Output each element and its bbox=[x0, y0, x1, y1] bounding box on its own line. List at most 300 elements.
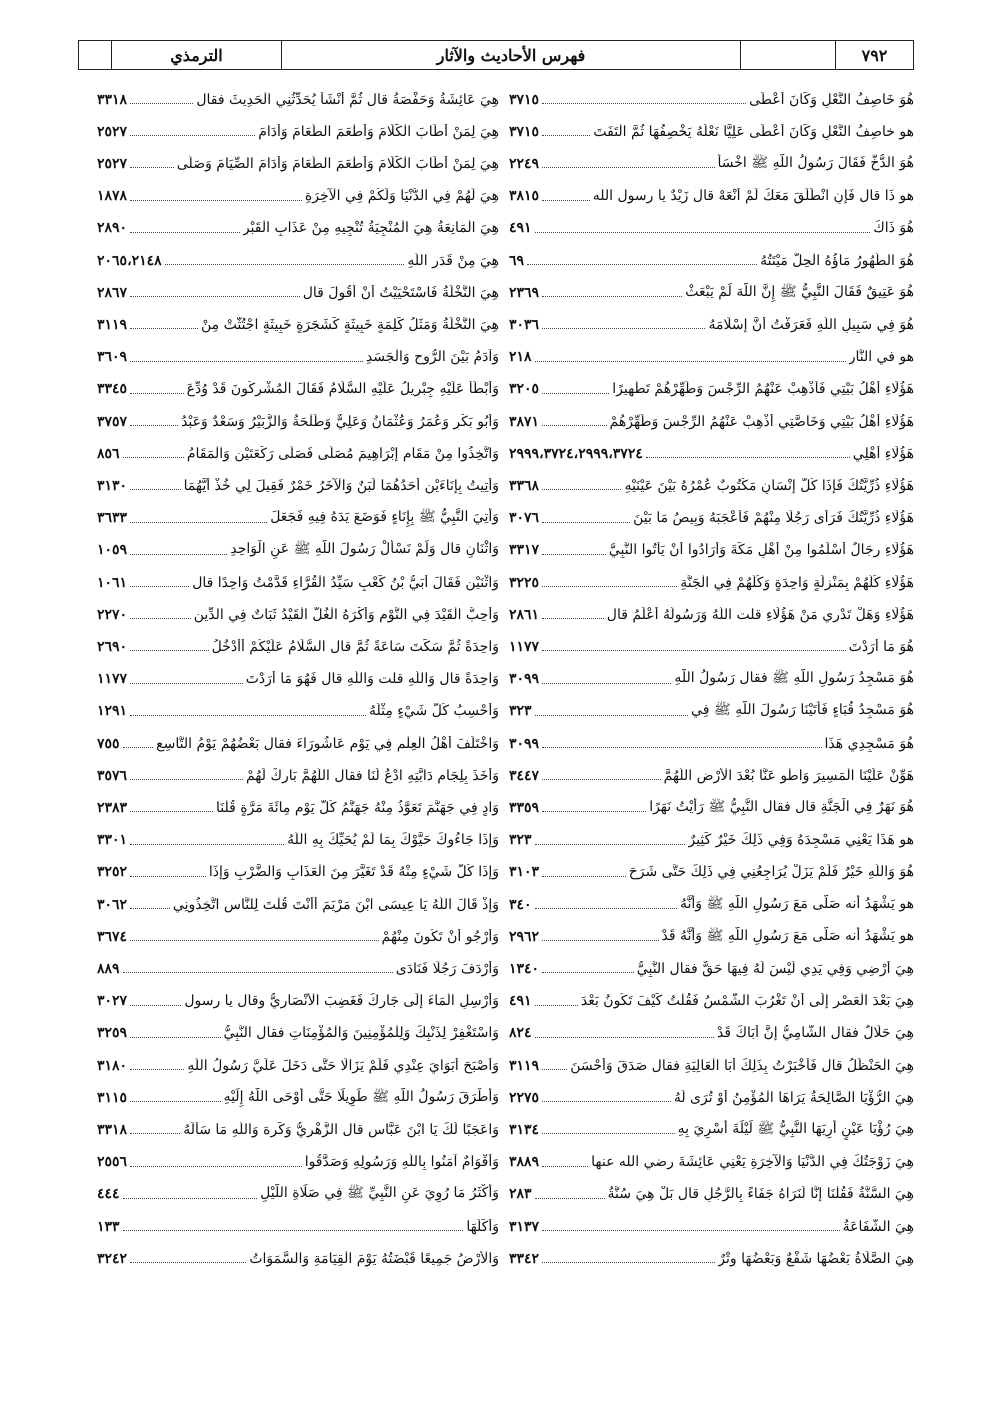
hadith-number: ٢٣٦٩ bbox=[509, 284, 540, 301]
hadith-text: وَأَقْوَامٌ آمَنُوا بِاللَّهِ وَرَسُولِهِ وَصَدَّقُوا bbox=[304, 1154, 499, 1171]
hadith-text: هُوَ مَسْجِدُ قُبَاءٍ فَأَتَيْنَا رَسُولَ اللَّهِ ﷺ فِي bbox=[691, 702, 914, 719]
index-entry bbox=[509, 116, 914, 147]
index-entry bbox=[97, 921, 499, 952]
index-entry bbox=[97, 245, 499, 276]
dotted-leader bbox=[542, 683, 671, 684]
hadith-number: ٣٠٩٩ bbox=[509, 671, 540, 688]
hadith-text: وَادٍ فِي جَهَنَّمَ تَعَوَّذُ مِنْهُ جَهَنَّمُ كُلَّ يَوْمٍ مِائَةَ مَرَّةٍ قُلْنَا bbox=[215, 799, 499, 816]
dotted-leader bbox=[165, 264, 405, 265]
dotted-leader bbox=[542, 940, 658, 941]
page-header bbox=[78, 40, 914, 70]
dotted-leader bbox=[130, 1101, 221, 1102]
hadith-text: هُوَ الطَّهُورُ مَاؤُهُ الْحِلُّ مَيْتَتُهُ bbox=[760, 252, 914, 269]
hadith-number: ٢٥٢٧ bbox=[97, 123, 128, 140]
hadith-number: ٣٠٧٦ bbox=[509, 510, 540, 527]
index-entry bbox=[509, 1114, 914, 1145]
hadith-text: وَاحِدَةً ثُمَّ سَكَتَ سَاعَةً ثُمَّ قال السَّلَامُ عَلَيْكُمْ أَأَدْخُلُ bbox=[211, 638, 499, 655]
hadith-number: ٢٩٦٢ bbox=[509, 928, 540, 945]
hadith-text: هُوَ الدُّخُّ فَقَالَ رَسُولُ اللَّهِ ﷺ اخْسَأْ bbox=[717, 154, 914, 171]
dotted-leader bbox=[542, 650, 846, 651]
hadith-text: هَؤُلَاءِ أَهْلُ بَيْتِي وَخَاصَّتِي أَذْهِبْ عَنْهُمُ الرِّجْسَ وَطَهِّرْهُمْ bbox=[609, 413, 914, 430]
dotted-leader bbox=[542, 328, 705, 329]
hadith-number: ١١٧٧ bbox=[97, 671, 128, 688]
dotted-leader bbox=[535, 232, 871, 233]
index-entry bbox=[97, 535, 499, 566]
dotted-leader bbox=[130, 908, 170, 909]
hadith-number: ٣٤٠ bbox=[509, 896, 532, 913]
index-entry bbox=[97, 889, 499, 920]
index-entry bbox=[509, 84, 914, 115]
dotted-leader bbox=[542, 747, 821, 748]
hadith-number: ٣١٣٧ bbox=[509, 1218, 540, 1235]
hadith-text: وَاعَجَبًا لَكَ يَا ابْنَ عَبَّاسٍ قال الزُّهْرِيُّ وَكَرِهَ وَاللَّهِ مَا سَأَلَهُ bbox=[183, 1121, 499, 1138]
dotted-leader bbox=[123, 972, 393, 973]
dotted-leader bbox=[542, 1069, 567, 1070]
hadith-number: ٣٣١٧ bbox=[509, 542, 540, 559]
index-entry bbox=[97, 1050, 499, 1081]
hadith-number: ٣١١٩ bbox=[509, 1057, 540, 1074]
hadith-text: وَأَكَلَهَا bbox=[466, 1218, 499, 1235]
dotted-leader bbox=[130, 522, 267, 523]
hadith-number: ٣٨٨٩ bbox=[509, 1154, 540, 1171]
hadith-number: ٣١٣٤ bbox=[509, 1121, 540, 1138]
index-entry bbox=[509, 631, 914, 662]
dotted-leader bbox=[130, 135, 255, 136]
hadith-text: هُوَ وَاللَّهِ خَيْرٌ فَلَمْ يَزَلْ يُرَاجِعُنِي فِي ذَلِكَ حَتَّى شَرَحَ bbox=[628, 864, 914, 881]
hadith-number: ٢٨٣ bbox=[509, 1186, 532, 1203]
hadith-number: ٣٣٠١ bbox=[97, 832, 128, 849]
index-entry bbox=[509, 1179, 914, 1210]
hadith-text: هَؤُلَاءِ ذُرِّيَّتُكَ فَإِذَا كُلُّ إِنْسَانٍ مَكْتُوبٌ عُمْرُهُ بَيْنَ عَيْنَيْهِ bbox=[624, 477, 914, 494]
hadith-text: هِيَ لِمَنْ أَطَابَ الْكَلَامَ وَأَطْعَمَ الطَّعَامَ وَأَدَامَ الصِّيَامَ وَصَلَّى bbox=[176, 155, 499, 172]
hadith-number: ٣١٨٠ bbox=[97, 1057, 128, 1074]
index-entry bbox=[97, 792, 499, 823]
hadith-text: هَؤُلَاءِ أَهْلِي bbox=[852, 445, 914, 462]
hadith-text: هِيَ لِمَنْ أَطَابَ الْكَلَامَ وَأَطْعَمَ الطَّعَامَ وَأَدَامَ bbox=[258, 123, 499, 140]
hadith-text: وَأَبْطَأَ عَلَيْهِ جِبْرِيلُ عَلَيْهِ السَّلَامُ فَقَالَ الْمُشْرِكُونَ قَدْ وُدِّعَ bbox=[186, 381, 499, 398]
dotted-leader bbox=[542, 200, 590, 201]
hadith-number: ٦٩ bbox=[509, 252, 525, 269]
dotted-leader bbox=[542, 618, 604, 619]
hadith-number: ٣٠٦٢ bbox=[97, 896, 128, 913]
header-blank-cell bbox=[79, 41, 111, 69]
hadith-number: ٣٣٤٢ bbox=[509, 1250, 540, 1267]
hadith-number: ٨٨٩ bbox=[97, 960, 120, 977]
dotted-leader bbox=[130, 811, 213, 812]
hadith-text: وَأَرْدَفَ رَجُلًا فَنَادَى bbox=[395, 960, 499, 977]
dotted-leader bbox=[130, 683, 243, 684]
hadith-text: هو يَشْهَدُ أنه صَلَّى مَعَ رَسُولِ اللَّهِ ﷺ وَأَنَّهُ bbox=[680, 895, 914, 912]
index-entry bbox=[97, 696, 499, 727]
header-spacer-cell bbox=[740, 41, 835, 69]
dotted-leader bbox=[130, 554, 227, 555]
index-entry bbox=[97, 1243, 499, 1274]
hadith-number: ٣٢٠٥ bbox=[509, 381, 540, 398]
hadith-text: هَؤُلَاءِ كُلُّهُمْ بِمَنْزِلَةٍ وَاحِدَةٍ وَكُلُّهُمْ فِي الْجَنَّةِ bbox=[680, 574, 914, 591]
book-name: الترمذي bbox=[111, 41, 281, 69]
hadith-text: هو في النَّارِ bbox=[848, 349, 914, 366]
dotted-leader bbox=[535, 1037, 714, 1038]
index-entry bbox=[509, 1211, 914, 1242]
index-entry bbox=[509, 921, 914, 952]
hadith-number: ٢٦٩٠ bbox=[97, 638, 128, 655]
index-entry bbox=[97, 148, 499, 179]
index-entry bbox=[97, 1114, 499, 1145]
hadith-number: ٤٩١ bbox=[509, 220, 532, 237]
hadith-text: وَاتَّخِذُوا مِنْ مَقَامِ إِبْرَاهِيمَ مُصَلًّى فَصَلَّى رَكْعَتَيْنِ وَالْمَقَامُ bbox=[186, 445, 499, 462]
hadith-text: هِيَ حَلَالٌ فقال الشَّامِيُّ إِنَّ أَبَاكَ قَدْ bbox=[716, 1025, 914, 1042]
hadith-number: ٣٦٠٩ bbox=[97, 349, 128, 366]
hadith-number: ٣٢٤٢ bbox=[97, 1250, 128, 1267]
dotted-leader bbox=[542, 489, 621, 490]
hadith-number: ٣٤٤٧ bbox=[509, 767, 540, 784]
hadith-number: ١٣٤٠ bbox=[509, 960, 540, 977]
right-column bbox=[499, 84, 914, 1284]
dotted-leader bbox=[130, 618, 191, 619]
hadith-number: ٣٠٢٧ bbox=[97, 993, 128, 1010]
hadith-text: هِيَ الْمَانِعَةُ هِيَ الْمُنْجِيَةُ تُنْجِيهِ مِنْ عَذَابِ الْقَبْرِ bbox=[242, 220, 499, 237]
hadith-text: وَأَكْثَرُ مَا رُوِيَ عَنِ النَّبِيِّ ﷺ فِي صَلَاةِ اللَّيْلِ bbox=[260, 1185, 499, 1202]
hadith-text: هِيَ النَّخْلَةُ وَمَثَلُ كَلِمَةٍ خَبِيثَةٍ كَشَجَرَةٍ خَبِيثَةٍ اجْتُثَّتْ مِنْ bbox=[200, 316, 499, 333]
hadith-text: وَاخْتَلَفَ أَهْلُ الْعِلْمِ فِي يَوْمِ عَاشُورَاءَ فقال بَعْضُهُمْ يَوْمُ التَّاسِعِ bbox=[156, 735, 499, 752]
hadith-text: هِيَ بَعْدَ الْعَصْرِ إِلَى أَنْ تَغْرُبَ الشَّمْسُ فَقُلْتُ كَيْفَ تَكُونُ بَعْدَ bbox=[580, 993, 914, 1010]
dotted-leader bbox=[130, 586, 189, 587]
hadith-text: هو هَذَا يَعْنِي مَسْجِدَهُ وَفِي ذَلِكَ خَيْرٌ كَثِيرٌ bbox=[688, 832, 914, 849]
hadith-number: ٣٢٢٥ bbox=[509, 574, 540, 591]
index-entry bbox=[509, 696, 914, 727]
hadith-text: وَأُتِيَ النَّبِيُّ ﷺ بِإِنَاءٍ فَوَضَعَ يَدَهُ فِيهِ فَجَعَلَ bbox=[270, 509, 499, 526]
dotted-leader bbox=[130, 779, 243, 780]
dotted-leader bbox=[542, 296, 682, 297]
dotted-leader bbox=[130, 361, 363, 362]
dotted-leader bbox=[130, 1037, 220, 1038]
hadith-text: هِيَ مِنْ قَدَرِ اللَّهِ bbox=[407, 252, 499, 269]
index-entry bbox=[509, 857, 914, 888]
dotted-leader bbox=[542, 779, 660, 780]
hadith-number: ٢٩٩٩،٣٧٢٤،٢٩٩٩،٣٧٢٤ bbox=[509, 445, 643, 462]
hadith-number: ١٨٧٨ bbox=[97, 188, 128, 205]
dotted-leader bbox=[130, 940, 378, 941]
dotted-leader bbox=[123, 457, 184, 458]
hadith-number: ١٠٦١ bbox=[97, 574, 128, 591]
dotted-leader bbox=[542, 1133, 675, 1134]
index-entry bbox=[509, 599, 914, 630]
index-entry bbox=[509, 1018, 914, 1049]
hadith-number: ٣٧٥٧ bbox=[97, 413, 128, 430]
hadith-number: ٣٨٧١ bbox=[509, 413, 540, 430]
hadith-text: وَإِذَا كُلُّ شَيْءٍ مِنْهُ قَدْ تَغَيَّرَ مِنَ الْعَذَابِ وَالضَّرْبِ وَإِذَا bbox=[208, 864, 499, 881]
dotted-leader bbox=[535, 715, 688, 716]
dotted-leader bbox=[535, 361, 846, 362]
hadith-text: هَؤُلَاءِ رِجَالٌ أَسْلَمُوا مِنْ أَهْلِ مَكَّةَ وَأَرَادُوا أَنْ يَأْتُوا النَّبِيَّ bbox=[608, 542, 914, 559]
index-entry bbox=[97, 503, 499, 534]
dotted-leader bbox=[646, 457, 850, 458]
index-entry bbox=[97, 406, 499, 437]
dotted-leader bbox=[542, 1230, 840, 1231]
dotted-leader bbox=[542, 554, 606, 555]
index-columns bbox=[84, 84, 914, 1284]
hadith-text: هَؤُلَاءِ وَهَلْ تَدْرِي مَنْ هَؤُلَاءِ قلت اللَّهُ وَرَسُولُهُ أَعْلَمُ قال bbox=[606, 606, 914, 623]
dotted-leader bbox=[542, 393, 609, 394]
hadith-number: ٣٧١٥ bbox=[509, 123, 540, 140]
index-entry bbox=[97, 1179, 499, 1210]
hadith-number: ٣٢٣ bbox=[509, 832, 532, 849]
hadith-text: هِيَ الصَّلَاةُ بَعْضُهَا شَفْعٌ وَبَعْضُهَا وِتْرٌ bbox=[718, 1250, 914, 1267]
hadith-text: هو ذَا قال فَإِنِ انْطَلَقَ مَعَكَ لَمْ أَنْعَهْ قال زَيْدٌ يا رسول الله bbox=[592, 188, 914, 205]
dotted-leader bbox=[542, 103, 746, 104]
dotted-leader bbox=[130, 328, 198, 329]
hadith-text: هِيَ الْحَنْظَلُ قال فَأَخْبَرْتُ بِذَلِكَ أَبَا الْعَالِيَةِ فقال صَدَقَ وَأَحْسَنَ bbox=[570, 1057, 914, 1074]
index-entry bbox=[509, 953, 914, 984]
dotted-leader bbox=[542, 1166, 588, 1167]
index-entry bbox=[509, 1243, 914, 1274]
dotted-leader bbox=[130, 425, 178, 426]
hadith-number: ٣١٠٣ bbox=[509, 864, 540, 881]
dotted-leader bbox=[542, 167, 714, 168]
dotted-leader bbox=[123, 1198, 258, 1199]
hadith-number: ١١٧٧ bbox=[509, 638, 540, 655]
hadith-text: هُوَ مَا أَرَدْتَ bbox=[848, 638, 914, 655]
hadith-text: وَأُتِيتُ بِإِنَاءَيْنِ أَحَدُهُمَا لَبَنٌ وَالْآخَرُ خَمْرٌ فَقِيلَ لِي خُذْ أَيَّهُمَا bbox=[183, 477, 499, 494]
index-entry bbox=[97, 760, 499, 791]
index-entry bbox=[509, 986, 914, 1017]
hadith-number: ٨٢٤ bbox=[509, 1025, 532, 1042]
dotted-leader bbox=[130, 650, 209, 651]
hadith-text: هُوَ عَتِيقٌ فَقَالَ النَّبِيُّ ﷺ إِنَّ اللَّهَ لَمْ يَبْعَثْ bbox=[685, 283, 914, 300]
index-entry bbox=[509, 438, 914, 469]
index-entry bbox=[509, 148, 914, 179]
hadith-text: هِيَ الرُّؤْيَا الصَّالِحَةُ يَرَاهَا الْمُؤْمِنُ أَوْ تُرَى لَهُ bbox=[673, 1089, 914, 1106]
hadith-number: ٢٨٦٧ bbox=[97, 284, 128, 301]
index-entry bbox=[509, 535, 914, 566]
dotted-leader bbox=[130, 489, 180, 490]
dotted-leader bbox=[130, 200, 302, 201]
dotted-leader bbox=[535, 844, 686, 845]
hadith-number: ٣٣١٨ bbox=[97, 1121, 128, 1138]
dotted-leader bbox=[130, 715, 366, 716]
index-entry bbox=[97, 1147, 499, 1178]
index-entry bbox=[509, 1147, 914, 1178]
hadith-text: هِيَ الشَّفَاعَةُ bbox=[842, 1218, 914, 1235]
hadith-text: هِيَ أَرْضِي وَفِي يَدِي لَيْسَ لَهُ فِيهَا حَقٌّ فقال النَّبِيُّ bbox=[636, 960, 914, 977]
hadith-text: هِيَ لَهُمْ فِي الدُّنْيَا وَلَكُمْ فِي الْآخِرَةِ bbox=[304, 188, 499, 205]
hadith-number: ٣٠٣٦ bbox=[509, 316, 540, 333]
hadith-number: ٢٥٥٦ bbox=[97, 1154, 128, 1171]
index-entry bbox=[97, 438, 499, 469]
hadith-number: ٣٦٧٤ bbox=[97, 928, 128, 945]
hadith-number: ٢٨٩٠ bbox=[97, 220, 128, 237]
hadith-text: وَأَصْبَحَ أَبَوَايَ عِنْدِي فَلَمْ يَزَالَا حَتَّى دَخَلَ عَلَيَّ رَسُولُ اللَّهِ bbox=[187, 1057, 499, 1074]
hadith-number: ٣٦٣٣ bbox=[97, 510, 128, 527]
index-entry bbox=[509, 1082, 914, 1113]
index-entry bbox=[97, 664, 499, 695]
index-entry bbox=[97, 631, 499, 662]
hadith-number: ٣٣٦٨ bbox=[509, 477, 540, 494]
dotted-leader bbox=[123, 747, 154, 748]
index-entry bbox=[97, 953, 499, 984]
index-title: فهرس الأحاديث والآثار bbox=[281, 41, 740, 69]
hadith-number: ٢٨٦١ bbox=[509, 606, 540, 623]
index-entry bbox=[509, 760, 914, 791]
index-entry bbox=[97, 374, 499, 405]
dotted-leader bbox=[130, 876, 206, 877]
hadith-number: ٧٥٥ bbox=[97, 735, 120, 752]
hadith-number: ٣٣٥٩ bbox=[509, 799, 540, 816]
dotted-leader bbox=[130, 1005, 181, 1006]
dotted-leader bbox=[542, 1262, 715, 1263]
index-entry bbox=[97, 599, 499, 630]
index-entry bbox=[509, 277, 914, 308]
hadith-number: ٣٥٧٦ bbox=[97, 767, 128, 784]
hadith-text: وَأَطْرَقَ رَسُولُ اللَّهِ ﷺ طَوِيلًا حَتَّى أَوْحَى اللَّهُ إِلَيْهِ bbox=[223, 1088, 499, 1105]
hadith-number: ٢٣٨٣ bbox=[97, 799, 128, 816]
index-entry bbox=[97, 470, 499, 501]
hadith-number: ٢٢٤٩ bbox=[509, 155, 540, 172]
hadith-text: هو يَشْهَدُ أنه صَلَّى مَعَ رَسُولِ اللَّهِ ﷺ وَأَنَّهُ قَدْ bbox=[661, 927, 914, 944]
dotted-leader bbox=[130, 167, 174, 168]
index-entry bbox=[97, 342, 499, 373]
hadith-text: وَاثْنَانِ قال وَلَمْ نَسْأَلْ رَسُولَ اللَّهِ ﷺ عَنِ الْوَاحِدِ bbox=[230, 541, 499, 558]
hadith-text: هُوَ ذَاكَ bbox=[873, 220, 914, 237]
hadith-text: وَأَرْسِلِ الْمَاءَ إِلَى جَارِكَ فَغَضِبَ الْأَنْصَارِيُّ وقال يا رسول bbox=[184, 993, 499, 1010]
dotted-leader bbox=[542, 811, 646, 812]
hadith-number: ٢٥٢٧ bbox=[97, 155, 128, 172]
dotted-leader bbox=[542, 425, 606, 426]
hadith-text: هَوِّنْ عَلَيْنَا الْمَسِيرَ وَاطْوِ عَنَّا بُعْدَ الْأَرْضِ اللَّهُمَّ bbox=[663, 767, 914, 784]
index-entry bbox=[97, 825, 499, 856]
hadith-number: ٢٢٧٥ bbox=[509, 1089, 540, 1106]
index-entry bbox=[97, 1211, 499, 1242]
hadith-text: وَإِذَا جَاءُوكَ حَيَّوْكَ بِمَا لَمْ يُحَيِّكَ بِهِ اللَّهُ bbox=[287, 832, 499, 849]
hadith-text: هِيَ عَائِشَةُ وَحَفْصَةُ قال ثُمَّ أَنْشَأَ يُحَدِّثُنِي الْحَدِيثَ فقال bbox=[196, 91, 499, 108]
dotted-leader bbox=[123, 1230, 464, 1231]
hadith-number: ٢٠٦٥،٢١٤٨ bbox=[97, 252, 162, 269]
index-entry bbox=[509, 503, 914, 534]
index-entry bbox=[509, 1050, 914, 1081]
hadith-text: هَؤُلَاءِ ذُرِّيَّتُكَ فَرَأَى رَجُلًا مِنْهُمْ فَأَعْجَبَهُ وَبِيصُ مَا بَيْنَ bbox=[633, 510, 914, 527]
index-entry bbox=[509, 889, 914, 920]
dotted-leader bbox=[535, 1198, 605, 1199]
hadith-text: وَأَرْجُو أَنْ تَكُونَ مِنْهُمْ bbox=[381, 928, 499, 945]
dotted-leader bbox=[130, 1262, 246, 1263]
hadith-text: وَاحِدَةً قال وَاللَّهِ قلت وَاللَّهِ قال فَهُوَ مَا أَرَدْتَ bbox=[245, 671, 499, 688]
hadith-text: وَأَحْسِبُ كُلَّ شَيْءٍ مِثْلَهُ bbox=[368, 703, 499, 720]
dotted-leader bbox=[535, 908, 677, 909]
dotted-leader bbox=[130, 1069, 184, 1070]
index-entry bbox=[97, 181, 499, 212]
index-entry bbox=[509, 792, 914, 823]
hadith-text: هُوَ خَاصِفُ النَّعْلِ وَكَانَ أَعْطَى bbox=[749, 91, 914, 108]
hadith-number: ١٢٩١ bbox=[97, 703, 128, 720]
index-entry bbox=[97, 857, 499, 888]
hadith-number: ٣٠٩٩ bbox=[509, 735, 540, 752]
dotted-leader bbox=[130, 1166, 302, 1167]
hadith-number: ٢١٨ bbox=[509, 349, 532, 366]
hadith-number: ١٠٥٩ bbox=[97, 542, 128, 559]
index-entry bbox=[509, 728, 914, 759]
index-entry bbox=[509, 245, 914, 276]
hadith-number: ٣٧١٥ bbox=[509, 91, 540, 108]
hadith-number: ٣٣١٨ bbox=[97, 91, 128, 108]
hadith-text: هُوَ مَسْجِدُ رَسُولِ اللَّهِ ﷺ فقال رَسُولُ اللَّهِ bbox=[674, 670, 914, 687]
index-entry bbox=[509, 825, 914, 856]
index-entry bbox=[97, 116, 499, 147]
index-entry bbox=[509, 374, 914, 405]
index-entry bbox=[509, 470, 914, 501]
hadith-text: هُوَ فِي سَبِيلِ اللَّهِ فَعَرَفْتُ أَنَّ إِسْلَامَهُ bbox=[708, 316, 914, 333]
dotted-leader bbox=[542, 876, 626, 877]
hadith-number: ٣٢٣ bbox=[509, 703, 532, 720]
hadith-text: هَؤُلَاءِ أَهْلُ بَيْتِي فَأَذْهِبْ عَنْهُمُ الرِّجْسَ وَطَهِّرْهُمْ تَطْهِيرًا bbox=[612, 381, 914, 398]
dotted-leader bbox=[542, 972, 634, 973]
hadith-number: ٣١١٥ bbox=[97, 1089, 128, 1106]
left-column bbox=[84, 84, 499, 1284]
hadith-number: ٤٤٤ bbox=[97, 1186, 120, 1203]
hadith-number: ٣٨١٥ bbox=[509, 188, 540, 205]
index-entry bbox=[97, 277, 499, 308]
hadith-text: هُوَ مَسْجِدِي هَذَا bbox=[824, 735, 914, 752]
dotted-leader bbox=[130, 232, 240, 233]
dotted-leader bbox=[542, 135, 590, 136]
dotted-leader bbox=[535, 1005, 578, 1006]
index-entry bbox=[97, 1082, 499, 1113]
hadith-text: هو خاصِفُ النَّعْلِ وَكَانَ أَعْطَى عَلِيًّا نَعْلَهُ يَخْصِفُهَا ثُمَّ الْتَفَتَ bbox=[593, 123, 914, 140]
index-entry bbox=[509, 664, 914, 695]
hadith-text: هِيَ زَوْجَتُكَ فِي الدُّنْيَا وَالْآخِرَةِ يَعْنِي عَائِشَةَ رضي الله عنها bbox=[591, 1154, 914, 1171]
hadith-text: هِيَ النَّخْلَةُ فَاسْتَحْيَيْتُ أَنْ أَقُولَ قال bbox=[302, 284, 499, 301]
dotted-leader bbox=[130, 296, 300, 297]
index-entry bbox=[509, 181, 914, 212]
hadith-text: وَأَخَذَ بِلِجَامِ دَابَّتِهِ ادْعُ لَنَا فقال اللَّهُمَّ بَارِكْ لَهُمْ bbox=[245, 767, 499, 784]
index-entry bbox=[509, 309, 914, 340]
index-entry bbox=[97, 986, 499, 1017]
dotted-leader bbox=[542, 586, 677, 587]
hadith-number: ٣١٣٠ bbox=[97, 477, 128, 494]
hadith-text: وَآدَمُ بَيْنَ الرُّوحِ وَالْجَسَدِ bbox=[365, 349, 499, 366]
hadith-text: وَاثْنَيْنِ فَقَالَ أُبَيُّ بْنُ كَعْبٍ سَيِّدُ الْقُرَّاءِ قَدَّمْتُ وَاحِدًا قال bbox=[192, 574, 499, 591]
dotted-leader bbox=[130, 1133, 180, 1134]
index-entry bbox=[509, 567, 914, 598]
hadith-text: وَأُحِبُّ الْقَيْدَ فِي النَّوْمِ وَأَكْرَهُ الْغُلَّ الْقَيْدُ ثَبَاتٌ فِي الدِّينِ bbox=[193, 606, 499, 623]
hadith-number: ٨٥٦ bbox=[97, 445, 120, 462]
hadith-number: ٢٢٧٠ bbox=[97, 606, 128, 623]
index-entry bbox=[97, 84, 499, 115]
hadith-text: وَإِذْ قَالَ اللَّهُ يَا عِيسَى ابْنَ مَرْيَمَ أَأَنْتَ قُلْتَ لِلنَّاسِ اتَّخِذُونِي bbox=[172, 896, 499, 913]
hadith-text: وَاسْتَغْفِرْ لِذَنْبِكَ وَلِلْمُؤْمِنِينَ وَالْمُؤْمِنَاتِ فقال النَّبِيُّ bbox=[223, 1025, 499, 1042]
index-entry bbox=[97, 567, 499, 598]
index-entry bbox=[97, 728, 499, 759]
index-entry bbox=[509, 213, 914, 244]
index-entry bbox=[97, 213, 499, 244]
dotted-leader bbox=[542, 522, 630, 523]
hadith-text: وَالْأَرْضُ جَمِيعًا قَبْضَتُهُ يَوْمَ الْقِيَامَةِ وَالسَّمَوَاتُ bbox=[249, 1250, 499, 1267]
dotted-leader bbox=[130, 844, 284, 845]
index-entry bbox=[509, 406, 914, 437]
hadith-number: ٣١١٩ bbox=[97, 316, 128, 333]
hadith-text: هِيَ السُّنَّةُ فَقُلْنَا إِنَّا لَنَرَاهُ جَفَاءً بِالرَّجُلِ قال بَلْ هِيَ سُنَّةُ bbox=[607, 1186, 914, 1203]
hadith-number: ٤٩١ bbox=[509, 993, 532, 1010]
index-entry bbox=[97, 309, 499, 340]
hadith-text: هِيَ رُؤْيَا عَيْنٍ أُرِيَهَا النَّبِيُّ ﷺ لَيْلَةَ أُسْرِيَ بِهِ bbox=[677, 1120, 914, 1137]
hadith-number: ٣٢٥٢ bbox=[97, 864, 128, 881]
hadith-number: ٣٢٥٩ bbox=[97, 1025, 128, 1042]
hadith-text: وَأَبُو بَكْرٍ وَعُمَرُ وَعُثْمَانُ وَعَلِيٌّ وَطَلْحَةُ وَالزُّبَيْرُ وَسَعْدٌ وَعَبْدُ bbox=[181, 413, 499, 430]
page-number: ٧٩٢ bbox=[835, 41, 913, 69]
dotted-leader bbox=[130, 393, 184, 394]
dotted-leader bbox=[542, 1101, 671, 1102]
dotted-leader bbox=[527, 264, 757, 265]
hadith-number: ٣٣٤٥ bbox=[97, 381, 128, 398]
